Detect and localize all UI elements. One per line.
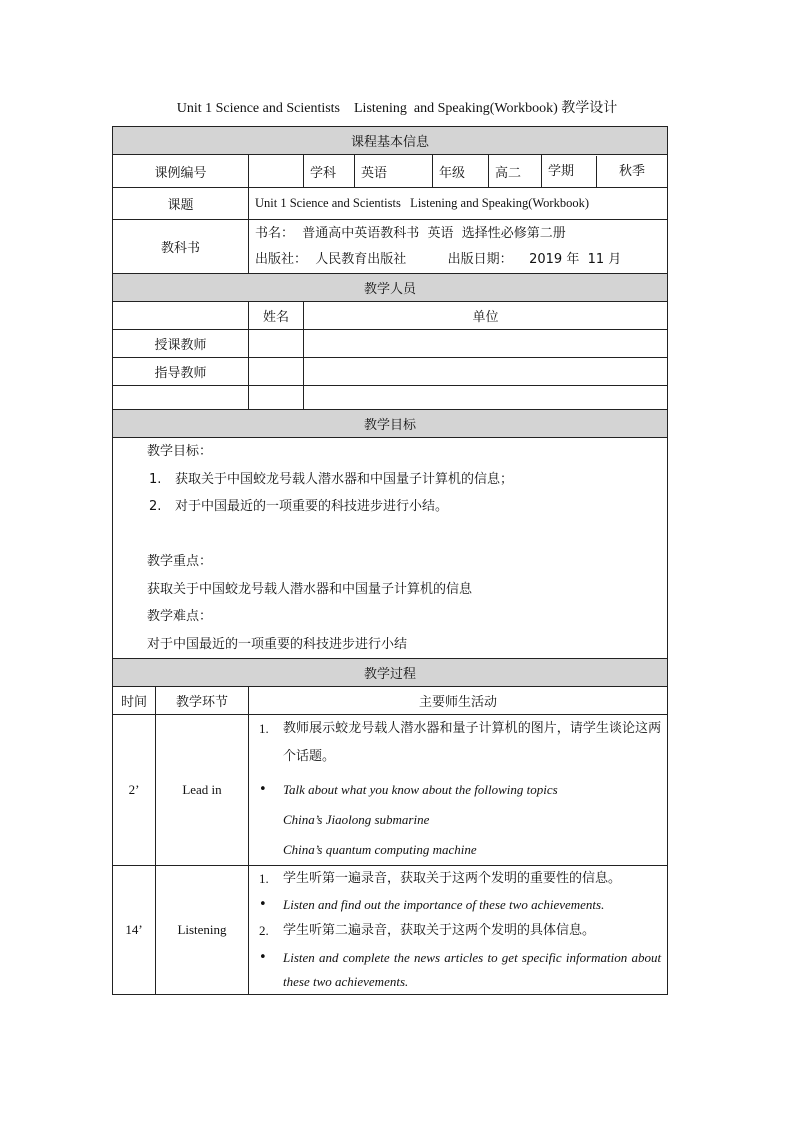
course-no-value <box>249 155 304 188</box>
textbook-label: 教科书 <box>113 220 249 274</box>
name-column-header: 姓名 <box>249 302 304 330</box>
subject-value: 英语 <box>355 155 433 188</box>
topic-item: China’s quantum computing machine <box>283 842 477 857</box>
staff-unit <box>304 358 668 386</box>
lesson-plan-table <box>112 126 668 995</box>
activity-number: 1. <box>259 871 269 886</box>
grade-label: 年级 <box>433 155 489 188</box>
key-point-text: 获取关于中国蛟龙号载人潜水器和中国量子计算机的信息 <box>147 581 473 597</box>
process-header: 教学过程 <box>113 659 668 687</box>
staff-role: 授课教师 <box>113 330 249 358</box>
activity-text: 学生听第二遍录音，获取关于这两个发明的具体信息。 <box>283 923 596 938</box>
process-stage: Listening <box>156 866 249 995</box>
activity-text-en: Listen and complete the news articles to get specific information about these two achievements. <box>283 950 662 989</box>
staff-unit <box>304 386 668 410</box>
staff-unit <box>304 330 668 358</box>
time-column-header: 时间 <box>113 687 156 715</box>
activity-text: 教师展示蛟龙号载人潜水器和量子计算机的图片，请学生谈论这两个话题。 <box>283 721 662 764</box>
topic-label: 课题 <box>113 188 249 220</box>
objectives-header: 教学目标 <box>113 410 668 438</box>
goal-number: 1. <box>149 471 162 487</box>
grade-value: 高二 <box>489 155 542 188</box>
bullet-icon: • <box>259 782 267 797</box>
activity-column-header: 主要师生活动 <box>249 687 668 715</box>
document-title: Unit 1 Science and Scientists Listening and Speaking(Workbook) 教学设计 <box>176 101 618 116</box>
bullet-icon: • <box>259 897 267 912</box>
unit-column-header: 单位 <box>304 302 668 330</box>
goal-text: 对于中国最近的一项重要的科技进步进行小结。 <box>175 499 449 514</box>
activity-number: 1. <box>259 721 269 736</box>
process-time: 2’ <box>113 715 156 866</box>
goals-label: 教学目标： <box>147 444 213 459</box>
activity-text: 学生听第一遍录音，获取关于这两个发明的重要性的信息。 <box>283 871 622 886</box>
goal-text: 获取关于中国蛟龙号载人潜水器和中国量子计算机的信息； <box>175 471 514 487</box>
basic-info-header: 课程基本信息 <box>113 127 668 155</box>
topic-value: Unit 1 Science and Scientists Listening and Speaking(Workbook) <box>249 188 668 220</box>
book-name-line: 书名： 普通高中英语教科书 英语 选择性必修第二册 <box>255 225 566 241</box>
key-point-label: 教学重点： <box>147 554 213 569</box>
staff-role <box>113 386 249 410</box>
staff-name <box>249 358 304 386</box>
activity-number: 2. <box>259 923 269 938</box>
difficult-point-label: 教学难点： <box>147 609 213 624</box>
process-stage: Lead in <box>156 715 249 866</box>
activity-text-en: Listen and find out the importance of these two achievements. <box>283 897 605 912</box>
goal-number: 2. <box>149 499 162 514</box>
staff-name <box>249 386 304 410</box>
course-no-label: 课例编号 <box>113 155 249 188</box>
stage-column-header: 教学环节 <box>156 687 249 715</box>
staff-header: 教学人员 <box>113 274 668 302</box>
subject-label: 学科 <box>304 155 355 188</box>
process-time: 14’ <box>113 866 156 995</box>
staff-role: 指导教师 <box>113 358 249 386</box>
bullet-icon: • <box>259 950 267 965</box>
term-value: 秋季 <box>619 163 646 179</box>
topic-item: China’s Jiaolong submarine <box>283 812 430 827</box>
term-label: 学期 <box>542 156 597 187</box>
publisher-line: 出版社： 人民教育出版社 出版日期： 2019 年 11 月 <box>255 251 622 267</box>
difficult-point-text: 对于中国最近的一项重要的科技进步进行小结 <box>147 636 408 652</box>
activity-text-en: Talk about what you know about the following topics <box>283 782 558 797</box>
staff-name <box>249 330 304 358</box>
